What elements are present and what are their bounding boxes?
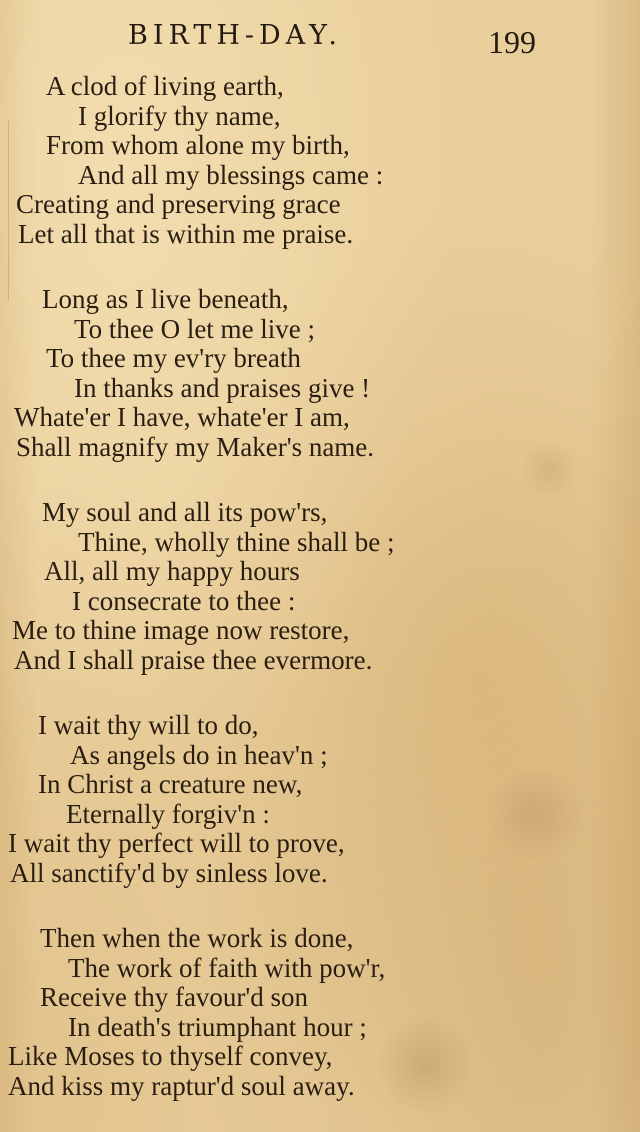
stanza-4: [0, 711, 640, 888]
poem-line: Like Moses to thyself convey,: [8, 1041, 333, 1071]
poem-line: Me to thine image now restore,: [12, 615, 350, 645]
running-head: BIRTH-DAY.: [128, 20, 343, 51]
stanza-1: [0, 72, 640, 249]
stanza-2: [0, 285, 640, 462]
poem-line: Receive thy favour'd son: [40, 982, 309, 1012]
poem-line: Whate'er I have, whate'er I am,: [14, 402, 350, 432]
page-header: [0, 14, 640, 60]
poem-line: And kiss my raptur'd soul away.: [8, 1070, 355, 1101]
poem-line: A clod of living earth,: [46, 71, 284, 101]
poem-line: To thee my ev'ry breath: [46, 343, 301, 373]
poem-line: In Christ a creature new,: [38, 769, 303, 799]
poem-line: Let all that is within me praise.: [18, 218, 354, 249]
poem-line: I wait thy perfect will to prove,: [8, 828, 345, 858]
poem-line: Eternally forgiv'n :: [66, 798, 270, 829]
poem-line: Then when the work is done,: [40, 923, 354, 953]
page-number: 199: [488, 24, 536, 60]
stanza-gap: [0, 888, 640, 924]
stanza-gap: [0, 675, 640, 711]
stanza-3: [0, 498, 640, 675]
poem-line: To thee O let me live ;: [74, 313, 316, 344]
poem-line: I glorify thy name,: [78, 100, 281, 131]
poem-line: My soul and all its pow'rs,: [42, 497, 328, 527]
stanza-5: [0, 924, 640, 1101]
poem-line: And all my blessings came :: [78, 159, 384, 190]
poem-line: In death's triumphant hour ;: [68, 1011, 367, 1042]
poem-line: I wait thy will to do,: [38, 710, 259, 740]
poem-line: And I shall praise thee evermore.: [14, 644, 373, 675]
poem-line: All sanctify'd by sinless love.: [10, 857, 328, 888]
stanza-gap: [0, 249, 640, 285]
poem-line: Long as I live beneath,: [42, 284, 289, 314]
poem: [0, 72, 640, 1101]
poem-line: I consecrate to thee :: [72, 585, 296, 616]
poem-line: From whom alone my birth,: [46, 130, 350, 160]
poem-line: Creating and preserving grace: [16, 189, 341, 219]
poem-line: The work of faith with pow'r,: [68, 952, 386, 983]
poem-line: All, all my happy hours: [44, 556, 300, 586]
poem-line: Thine, wholly thine shall be ;: [78, 526, 395, 557]
poem-line: Shall magnify my Maker's name.: [16, 431, 375, 462]
poem-line: As angels do in heav'n ;: [70, 739, 328, 770]
poem-line: In thanks and praises give !: [74, 372, 371, 403]
stanza-gap: [0, 462, 640, 498]
